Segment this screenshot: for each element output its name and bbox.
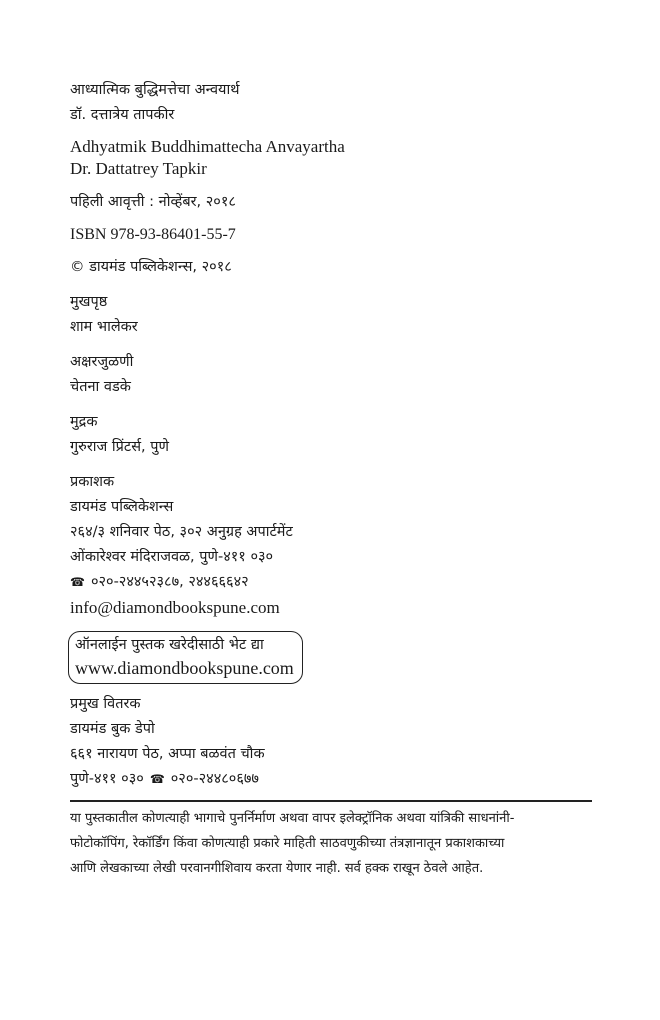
telephone-icon: ☎ — [70, 575, 85, 589]
printer-name: गुरुराज प्रिंटर्स, पुणे — [70, 439, 169, 455]
book-title-english: Adhyatmik Buddhimattecha Anvayartha — [70, 137, 345, 156]
edition-line: पहिली आवृत्ती : नोव्हेंबर, २०१८ — [70, 194, 236, 210]
distributor-city: पुणे-४११ ०३० — [70, 771, 144, 787]
typesetter-name: चेतना वडके — [70, 379, 131, 395]
copyright-line: © डायमंड पब्लिकेशन्स, २०१८ — [70, 259, 232, 275]
cover-label: मुखपृष्ठ — [70, 294, 108, 310]
publisher-label: प्रकाशक — [70, 474, 115, 490]
publisher-name: डायमंड पब्लिकेशन्स — [70, 499, 174, 515]
printer-label: मुद्रक — [70, 414, 98, 430]
distributor-name: डायमंड बुक डेपो — [70, 721, 155, 737]
distributor-label: प्रमुख वितरक — [70, 696, 141, 712]
publisher-address-2: ओंकारेश्वर मंदिराजवळ, पुणे-४११ ०३० — [70, 549, 274, 565]
title-block-marathi — [70, 78, 592, 128]
publisher-address-1: २६४/३ शनिवार पेठ, ३०२ अनुग्रह अपार्टमेंट — [70, 524, 293, 540]
online-store-text: ऑनलाईन पुस्तक खरेदीसाठी भेट द्या — [75, 637, 264, 653]
printer-credit — [70, 410, 592, 460]
legal-line-1: या पुस्तकातील कोणत्याही भागाचे पुनर्निर्माण अथवा वापर इलेक्ट्रॉनिक अथवा यांत्रिकी साधनांनी- — [70, 811, 515, 826]
title-block-english — [70, 136, 592, 180]
publisher-email[interactable]: info@diamondbookspune.com — [70, 598, 280, 617]
typesetting-credit — [70, 350, 592, 400]
publisher-phone-line — [70, 570, 592, 595]
distributor-address: ६६१ नारायण पेठ, अप्पा बळवंत चौक — [70, 746, 265, 762]
cover-credit — [70, 290, 592, 340]
online-store-url[interactable]: www.diamondbookspune.com — [75, 658, 294, 678]
isbn-line: ISBN 978-93-86401-55-7 — [70, 226, 236, 243]
divider-rule — [70, 800, 592, 802]
copyright-notice — [70, 806, 592, 881]
publisher-block — [70, 470, 592, 595]
distributor-contact-line — [70, 767, 592, 792]
telephone-icon: ☎ — [149, 772, 165, 786]
imprint-page — [70, 78, 592, 881]
distributor-phone: ०२०-२४४८०६७७ — [170, 771, 259, 787]
legal-line-2: फोटोकॉपिंग, रेकॉर्डिंग किंवा कोणत्याही प्रकारे माहिती साठवणुकीच्या तंत्रज्ञानातून प्रकाशकाच्या — [70, 836, 505, 851]
book-title-marathi: आध्यात्मिक बुद्धिमत्तेचा अन्वयार्थ — [70, 82, 240, 98]
cover-artist: शाम भालेकर — [70, 319, 138, 335]
author-english: Dr. Dattatrey Tapkir — [70, 159, 207, 178]
publisher-phone: ०२०-२४४५२३८७, २४४६६६४२ — [90, 574, 249, 590]
legal-line-3: आणि लेखकाच्या लेखी परवानगीशिवाय करता येणार नाही. सर्व हक्क राखून ठेवले आहेत. — [70, 861, 484, 876]
typesetting-label: अक्षरजुळणी — [70, 354, 134, 370]
online-store-box — [68, 631, 303, 684]
distributor-block — [70, 692, 592, 792]
author-marathi: डॉ. दत्तात्रेय तापकीर — [70, 107, 175, 123]
